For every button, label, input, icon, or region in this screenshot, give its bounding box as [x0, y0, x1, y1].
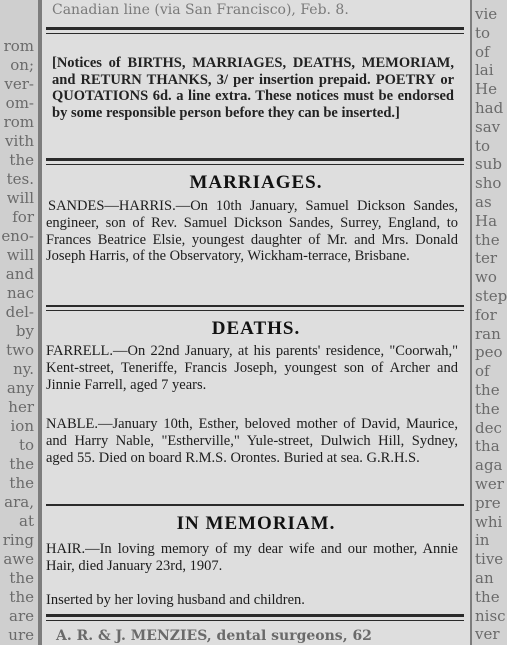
- bottom-fragment-text: A. R. & J. MENZIES, dental surgeons, 62: [56, 628, 372, 644]
- margin-fragment: ion: [10, 417, 34, 435]
- margin-fragment: ring: [2, 531, 34, 549]
- margin-fragment: the: [475, 587, 500, 606]
- margin-fragment: sub: [475, 155, 502, 174]
- top-fragment-text: Canadian line (via San Francisco), Feb. 8.: [52, 2, 349, 18]
- margin-fragment: aga: [475, 456, 503, 475]
- margin-fragment: for: [475, 305, 497, 324]
- memoriam-inserted-by: Inserted by her loving husband and children.: [46, 592, 305, 608]
- margin-fragment: will: [6, 246, 34, 264]
- rule-2: [46, 305, 464, 307]
- margin-fragment: the: [475, 399, 500, 418]
- margin-fragment: and: [5, 265, 34, 283]
- rule-3: [46, 504, 464, 506]
- margin-fragment: sav: [475, 117, 501, 136]
- margin-fragment: Ha: [475, 211, 498, 230]
- margin-fragment: wer: [475, 475, 504, 493]
- margin-fragment: the: [9, 569, 34, 587]
- margin-fragment: tes.: [6, 170, 34, 188]
- margin-fragment: any: [6, 379, 34, 397]
- rule-4: [46, 614, 464, 617]
- margin-fragment: rom: [3, 113, 34, 131]
- right-adjacent-column: [472, 0, 507, 645]
- margin-fragment: as: [475, 193, 492, 211]
- margin-fragment: by: [15, 322, 34, 340]
- margin-fragment: ver: [475, 625, 500, 644]
- notice-terms: [Notices of BIRTHS, MARRIAGES, DEATHS, MEMORIAM, and RETURN THANKS, 3/ per insertion prepaid. POETRY or QUOTATIONS 6d. a line extra. These notices must be endorsed by some responsible person before they can be inserted.]: [52, 55, 454, 121]
- left-adjacent-column: [0, 0, 38, 645]
- margin-fragment: ure: [8, 626, 34, 644]
- margin-fragment: ter: [475, 249, 498, 268]
- rule-2-thin: [46, 310, 464, 311]
- margin-fragment: del-: [5, 303, 34, 321]
- margin-fragment: had: [475, 99, 504, 117]
- margin-fragment: to: [475, 136, 491, 155]
- margin-fragment: the: [9, 151, 34, 169]
- rule-1: [46, 158, 464, 161]
- margin-fragment: ny.: [13, 360, 34, 378]
- margin-fragment: on;: [10, 56, 34, 74]
- marriages-heading: MARRIAGES.: [189, 172, 323, 193]
- memoriam-heading: IN MEMORIAM.: [176, 513, 336, 534]
- margin-fragment: lai: [475, 61, 494, 80]
- margin-fragment: for: [12, 208, 34, 226]
- margin-fragment: ran: [475, 324, 501, 343]
- margin-fragment: vie: [475, 5, 498, 23]
- margin-fragment: om-: [5, 94, 34, 112]
- margin-fragment: step: [475, 287, 507, 305]
- margin-fragment: the: [475, 230, 500, 249]
- margin-fragment: an: [475, 569, 494, 587]
- margin-fragment: of: [475, 42, 490, 61]
- rule-1-thin: [46, 164, 464, 165]
- margin-fragment: will: [6, 189, 34, 207]
- margin-fragment: eno-: [1, 227, 34, 245]
- margin-fragment: wo: [475, 268, 497, 287]
- margin-fragment: the: [9, 588, 34, 606]
- deaths-heading: DEATHS.: [211, 318, 301, 339]
- margin-fragment: vith: [5, 132, 34, 150]
- margin-fragment: of: [475, 362, 490, 381]
- notices-column: [42, 0, 470, 645]
- margin-fragment: nac: [6, 284, 34, 302]
- margin-fragment: ver-: [4, 75, 34, 93]
- memoriam-entry-hair: HAIR.—In loving memory of my dear wife and our mother, Annie Hair, died January 23rd, 1907.: [46, 541, 458, 574]
- margin-fragment: nisc: [475, 606, 506, 625]
- death-entry-nable: NABLE.—January 10th, Esther, beloved mother of David, Maurice, and Harry Nable, "Estherville," Yule-street, Dulwich Hill, Sydney, aged 55. Died on board R.M.S. Orontes. Buried at sea. G.R.H.S.: [46, 416, 458, 466]
- marriage-entry-sandes-harris: SANDES—HARRIS.—On 10th January, Samuel Dickson Sandes, engineer, son of Rev. Samuel Dickson Sandes, Surrey, England, to Frances Beatrice Elsie, youngest daughter of Mr. and Mrs. Donald Joseph Harris, of the Observatory, Wickham-terrace, Brisbane.: [46, 198, 458, 265]
- margin-fragment: in: [475, 531, 490, 550]
- margin-fragment: whi: [475, 512, 503, 531]
- margin-fragment: to: [18, 436, 34, 454]
- margin-fragment: to: [475, 23, 491, 42]
- margin-fragment: awe: [3, 550, 34, 568]
- margin-fragment: He: [475, 80, 497, 99]
- margin-fragment: tive: [475, 550, 504, 569]
- margin-fragment: ara,: [4, 493, 34, 511]
- margin-fragment: sho: [475, 174, 502, 193]
- death-entry-farrell: FARRELL.—On 22nd January, at his parents' residence, "Coorwah," Kent-street, Teneriffe, Francis Joseph, youngest son of Archer and Jinnie Farrell, aged 7 years.: [46, 343, 458, 393]
- margin-fragment: at: [19, 512, 34, 530]
- margin-fragment: pre: [475, 493, 501, 512]
- margin-fragment: the: [9, 474, 34, 492]
- margin-fragment: two: [6, 341, 34, 359]
- rule-4-thin: [46, 620, 464, 621]
- margin-fragment: are: [9, 607, 34, 625]
- margin-fragment: her: [8, 398, 34, 416]
- margin-fragment: tha: [475, 437, 500, 456]
- margin-fragment: peo: [475, 343, 503, 362]
- top-rule: [46, 27, 464, 30]
- top-rule-thin: [46, 33, 464, 34]
- margin-fragment: rom: [3, 37, 34, 55]
- margin-fragment: the: [475, 381, 500, 399]
- margin-fragment: dec: [475, 418, 502, 437]
- margin-fragment: the: [9, 455, 34, 473]
